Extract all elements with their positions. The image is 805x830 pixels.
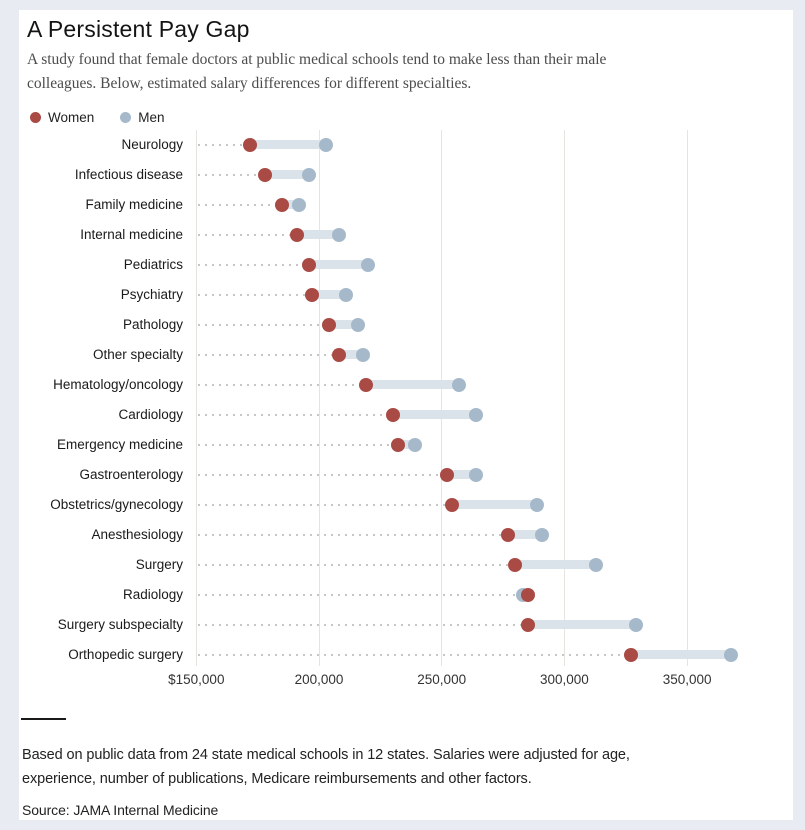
women-dot — [275, 198, 289, 212]
chart-row — [19, 550, 793, 580]
men-dot — [302, 168, 316, 182]
category-label: Orthopedic surgery — [68, 647, 183, 662]
category-label: Surgery subspecialty — [57, 617, 183, 632]
chart-row — [19, 400, 793, 430]
chart-row — [19, 610, 793, 640]
legend — [30, 110, 165, 125]
footnote-line-1: Based on public data from 24 state medical schools in 12 states. Salaries were adjusted for age, — [22, 747, 630, 763]
x-axis-tick-label: 250,000 — [417, 672, 467, 687]
footnote-rule — [21, 718, 66, 720]
chart-row — [19, 430, 793, 460]
women-dot — [332, 348, 346, 362]
connector-band — [393, 410, 476, 419]
category-label: Family medicine — [85, 197, 183, 212]
women-dot — [445, 498, 459, 512]
women-dot — [359, 378, 373, 392]
men-dot — [452, 378, 466, 392]
chart-row — [19, 310, 793, 340]
category-label: Obstetrics/gynecology — [50, 497, 183, 512]
men-dot-icon — [120, 112, 131, 123]
category-label: Internal medicine — [80, 227, 183, 242]
leader-line — [198, 534, 508, 536]
connector-band — [452, 500, 538, 509]
x-axis-tick-label: 350,000 — [662, 672, 712, 687]
leader-line — [198, 174, 265, 176]
chart-card — [19, 10, 793, 820]
category-label: Pediatrics — [123, 257, 183, 272]
men-dot — [724, 648, 738, 662]
connector-band — [309, 260, 368, 269]
leader-line — [198, 594, 528, 596]
chart-title: A Persistent Pay Gap — [27, 16, 250, 42]
leader-line — [198, 654, 631, 656]
category-label: Psychiatry — [120, 287, 183, 302]
category-label: Surgery — [135, 557, 183, 572]
women-dot — [243, 138, 257, 152]
category-label: Other specialty — [92, 347, 183, 362]
men-dot — [469, 468, 483, 482]
category-label: Pathology — [122, 317, 183, 332]
men-dot — [319, 138, 333, 152]
footnote-line-2: experience, number of publications, Medicare reimbursements and other factors. — [22, 771, 532, 787]
leader-line — [198, 504, 452, 506]
category-label: Anesthesiology — [91, 527, 183, 542]
connector-band — [366, 380, 459, 389]
category-label: Hematology/oncology — [53, 377, 183, 392]
women-dot — [258, 168, 272, 182]
women-dot — [391, 438, 405, 452]
women-dot — [521, 618, 535, 632]
men-dot — [292, 198, 306, 212]
legend-label-women: Women — [48, 110, 95, 125]
category-label: Infectious disease — [74, 167, 183, 182]
chart-row — [19, 160, 793, 190]
men-dot — [530, 498, 544, 512]
chart-row — [19, 250, 793, 280]
chart-subtitle — [27, 48, 775, 96]
leader-line — [198, 294, 312, 296]
chart-row — [19, 370, 793, 400]
footnote — [22, 743, 778, 791]
x-axis-tick-label: 300,000 — [539, 672, 589, 687]
chart-row — [19, 130, 793, 160]
chart-row — [19, 580, 793, 610]
legend-label-men: Men — [138, 110, 165, 125]
leader-line — [198, 204, 282, 206]
leader-line — [198, 564, 515, 566]
chart-row — [19, 220, 793, 250]
women-dot — [290, 228, 304, 242]
source-line: Source: JAMA Internal Medicine — [22, 802, 219, 818]
chart-row — [19, 190, 793, 220]
category-label: Gastroenterology — [79, 467, 183, 482]
women-dot — [440, 468, 454, 482]
men-dot — [408, 438, 422, 452]
dumbbell-chart — [19, 130, 793, 706]
leader-line — [198, 354, 339, 356]
category-label: Emergency medicine — [56, 437, 183, 452]
women-dot — [521, 588, 535, 602]
women-dot — [302, 258, 316, 272]
leader-line — [198, 234, 297, 236]
women-dot — [508, 558, 522, 572]
women-dot — [305, 288, 319, 302]
chart-row — [19, 640, 793, 670]
chart-row — [19, 490, 793, 520]
men-dot — [351, 318, 365, 332]
category-label: Cardiology — [118, 407, 183, 422]
men-dot — [629, 618, 643, 632]
connector-band — [631, 650, 732, 659]
chart-row — [19, 520, 793, 550]
men-dot — [361, 258, 375, 272]
men-dot — [589, 558, 603, 572]
chart-row — [19, 280, 793, 310]
leader-line — [198, 414, 393, 416]
leader-line — [198, 624, 528, 626]
subtitle-line-2: colleagues. Below, estimated salary differences for different specialties. — [27, 75, 472, 92]
leader-line — [198, 444, 398, 446]
connector-band — [515, 560, 596, 569]
leader-line — [198, 384, 366, 386]
men-dot — [339, 288, 353, 302]
legend-item-men — [120, 110, 164, 125]
men-dot — [332, 228, 346, 242]
men-dot — [535, 528, 549, 542]
women-dot — [386, 408, 400, 422]
x-axis-tick-label: 200,000 — [294, 672, 344, 687]
leader-line — [198, 264, 309, 266]
connector-band — [250, 140, 326, 149]
women-dot-icon — [30, 112, 41, 123]
women-dot — [322, 318, 336, 332]
chart-row — [19, 340, 793, 370]
connector-band — [528, 620, 636, 629]
legend-item-women — [30, 110, 94, 125]
chart-row — [19, 460, 793, 490]
leader-line — [198, 474, 447, 476]
men-dot — [469, 408, 483, 422]
category-label: Radiology — [122, 587, 183, 602]
leader-line — [198, 324, 329, 326]
x-axis-tick-label: $150,000 — [168, 672, 225, 687]
men-dot — [356, 348, 370, 362]
women-dot — [624, 648, 638, 662]
subtitle-line-1: A study found that female doctors at public medical schools tend to make less than their male — [27, 51, 607, 68]
category-label: Neurology — [121, 137, 183, 152]
women-dot — [501, 528, 515, 542]
